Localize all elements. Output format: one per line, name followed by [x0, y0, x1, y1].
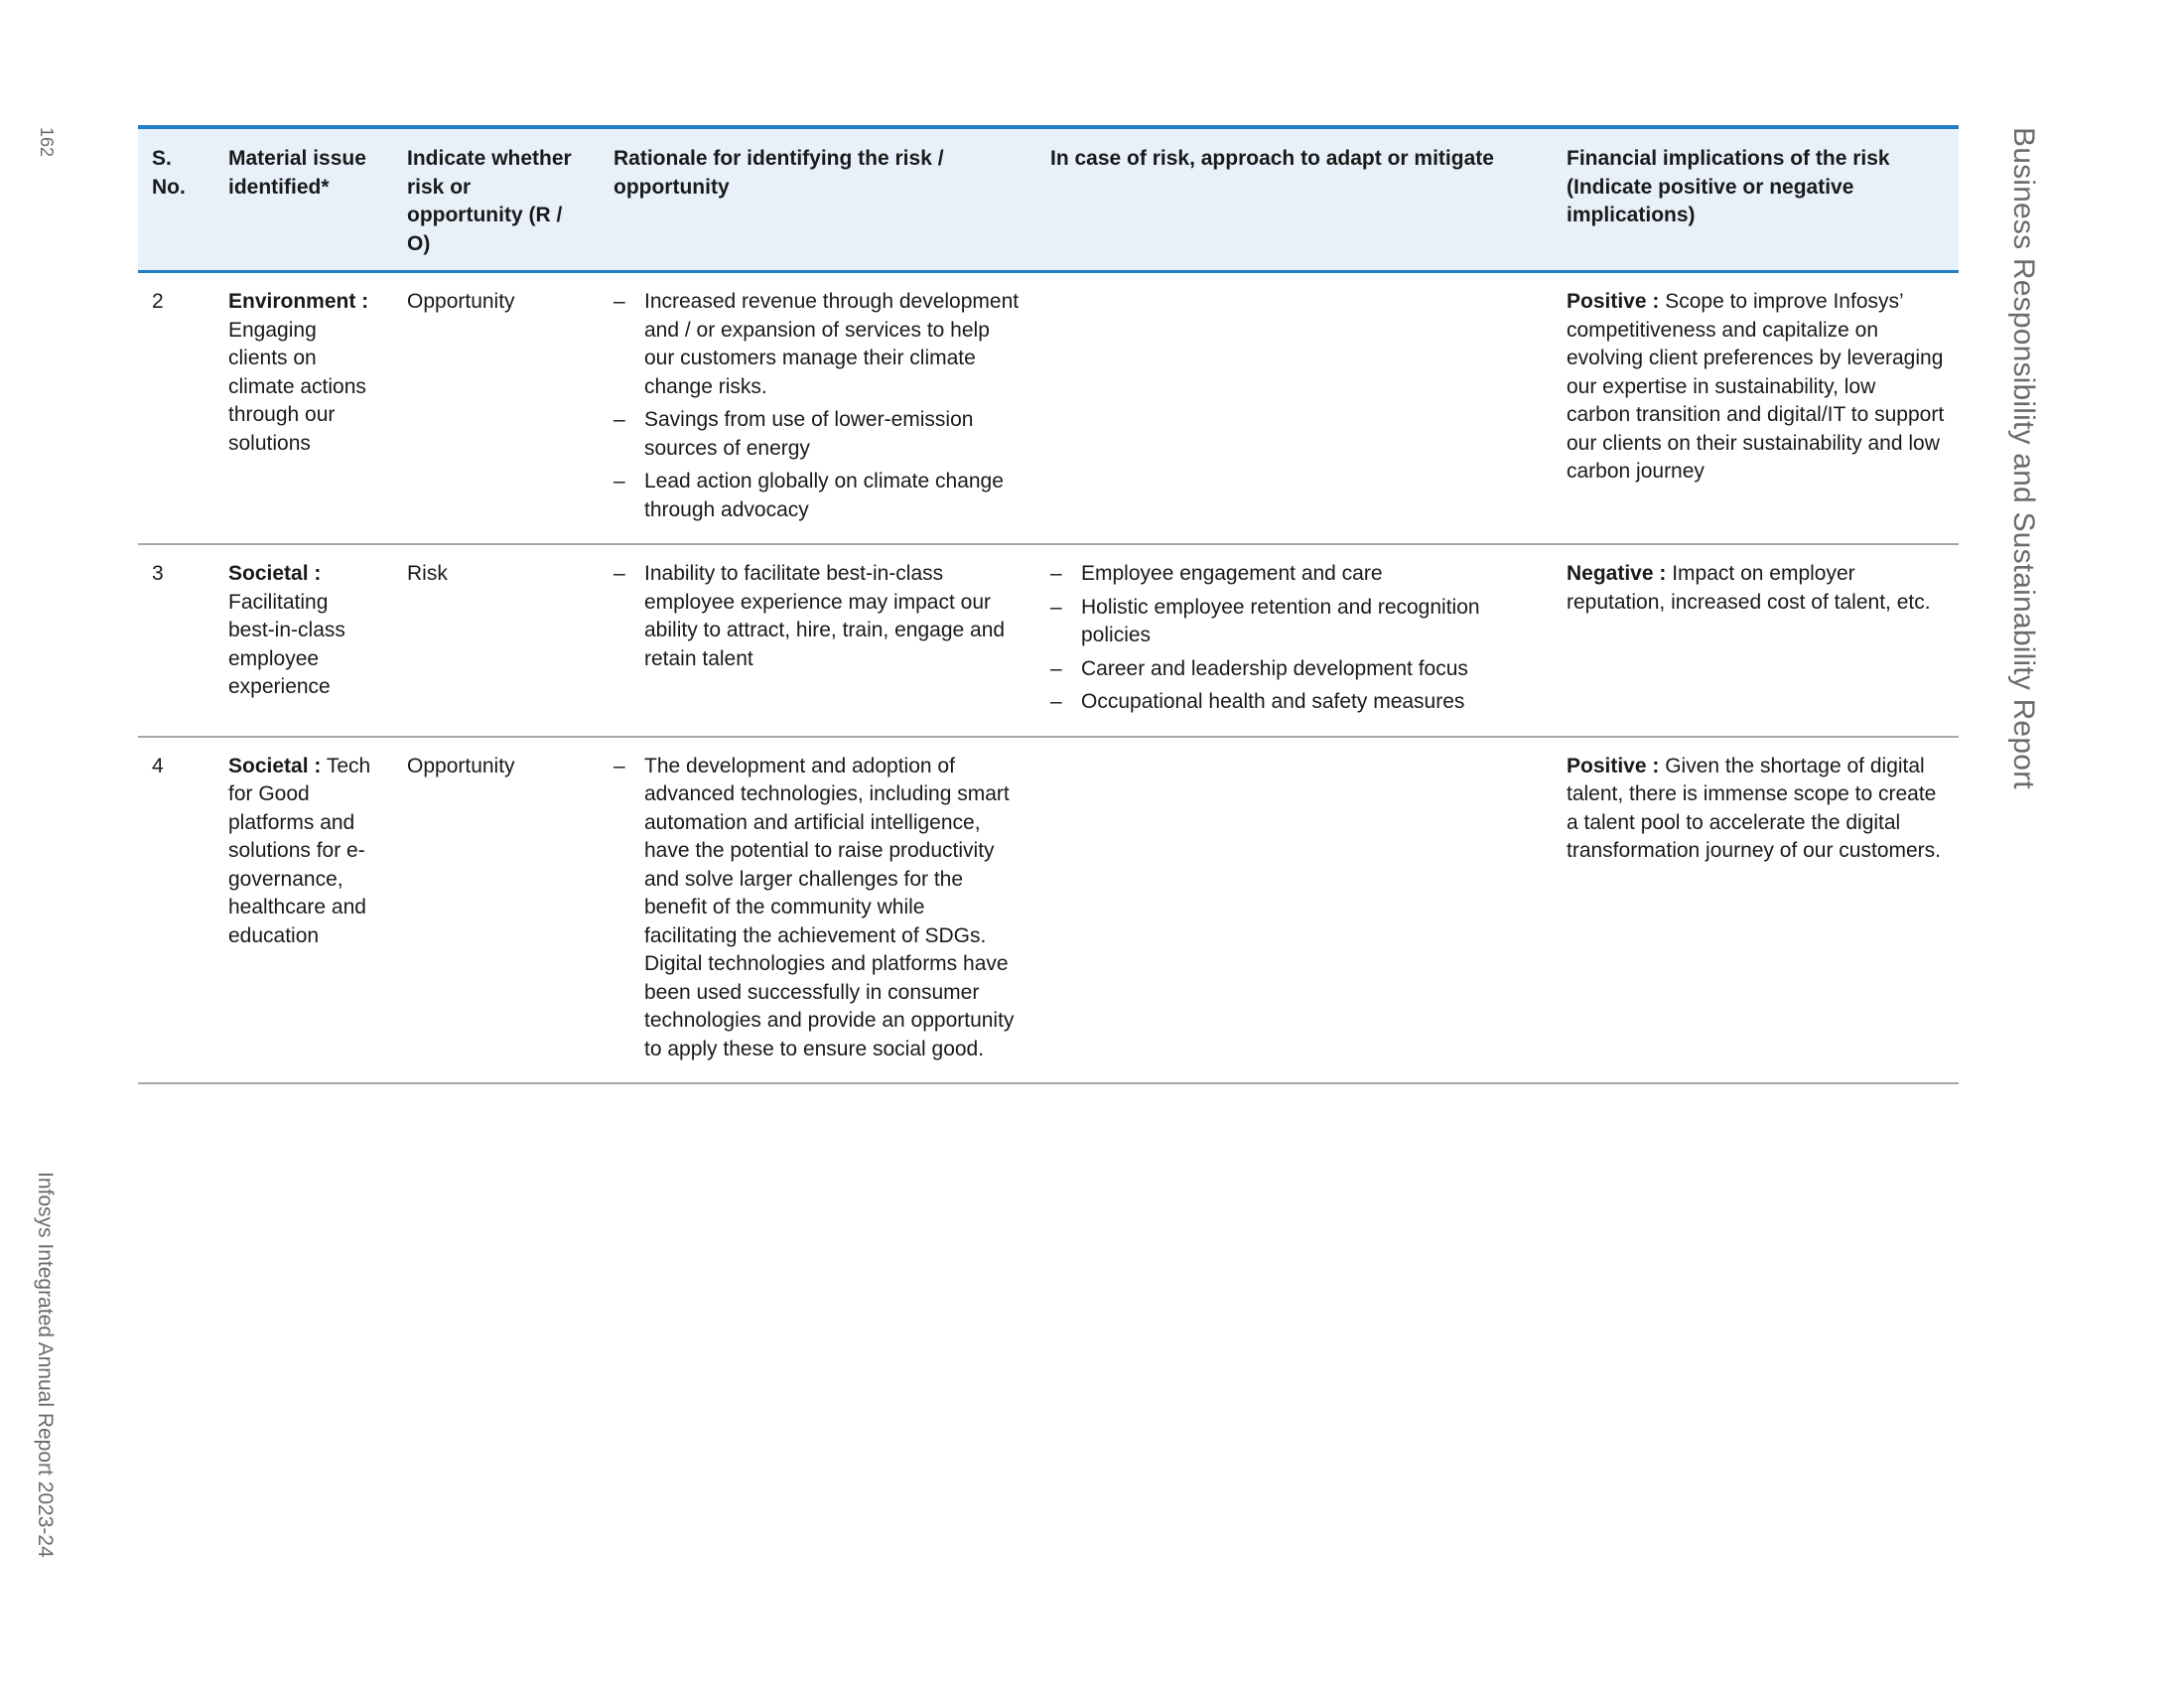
- header-risk-or-opportunity: Indicate whether risk or opportunity (R / O): [393, 127, 600, 272]
- issue-text: Engaging clients on climate actions through our solutions: [228, 318, 366, 455]
- financial-text: Scope to improve Infosys’ competitiveness and capitalize on evolving client preferences by leveraging our expertise in sustainability, low carbon transition and digital/IT to support our clients on their sustainability and low carbon journey: [1567, 290, 1945, 483]
- rationale-list: [614, 560, 1023, 673]
- rationale-list: [614, 288, 1023, 524]
- list-item: – Holistic employee retention and recognition policies: [1050, 594, 1539, 650]
- rationale-list: [614, 753, 1023, 1064]
- report-footer-title: Infosys Integrated Annual Report 2023-24: [34, 1172, 57, 1558]
- table-row: [138, 737, 1959, 1084]
- list-item: – Career and leadership development focus: [1050, 655, 1539, 684]
- cell-material-issue: [214, 737, 393, 1084]
- issue-category: Societal :: [228, 562, 322, 585]
- cell-approach: [1036, 544, 1553, 737]
- table-row: [138, 544, 1959, 737]
- cell-financial: [1553, 272, 1959, 545]
- header-approach: In case of risk, approach to adapt or mitigate: [1036, 127, 1553, 272]
- cell-rationale: [600, 544, 1036, 737]
- cell-approach: [1036, 737, 1553, 1084]
- cell-material-issue: [214, 544, 393, 737]
- list-item: – Employee engagement and care: [1050, 560, 1539, 589]
- issue-category: Societal :: [228, 754, 322, 777]
- cell-financial: [1553, 544, 1959, 737]
- list-item: – Increased revenue through development and / or expansion of services to help our customers manage their climate change risks.: [614, 288, 1023, 401]
- financial-text: Impact on employer reputation, increased cost of talent, etc.: [1567, 562, 1931, 614]
- material-issues-table: [138, 125, 1959, 1084]
- cell-rationale: [600, 272, 1036, 545]
- table-row: [138, 272, 1959, 545]
- list-item: – The development and adoption of advanced technologies, including smart automation and artificial intelligence, have the potential to raise productivity and solve larger challenges for the benefit of the community while facilitating the achievement of SDGs. Digital technologies and platforms have been used successfully in consumer technologies and provide an opportunity to apply these to ensure social good.: [614, 753, 1023, 1064]
- issue-text: Tech for Good platforms and solutions for e-governance, healthcare and education: [228, 754, 371, 947]
- list-item: – Savings from use of lower-emission sources of energy: [614, 406, 1023, 463]
- cell-type: Opportunity: [393, 737, 600, 1084]
- page-number: 162: [37, 127, 57, 158]
- cell-financial: [1553, 737, 1959, 1084]
- list-item: – Occupational health and safety measures: [1050, 688, 1539, 717]
- cell-rationale: [600, 737, 1036, 1084]
- header-rationale: Rationale for identifying the risk / opportunity: [600, 127, 1036, 272]
- approach-list: [1050, 560, 1539, 717]
- financial-label: Positive :: [1567, 754, 1660, 777]
- cell-type: Risk: [393, 544, 600, 737]
- cell-material-issue: [214, 272, 393, 545]
- section-title: Business Responsibility and Sustainability Report: [2007, 127, 2040, 789]
- header-material-issue: Material issue identified*: [214, 127, 393, 272]
- header-financial-implications: Financial implications of the risk (Indicate positive or negative implications): [1553, 127, 1959, 272]
- header-s-no: S. No.: [138, 127, 214, 272]
- cell-s-no: 4: [138, 737, 214, 1084]
- cell-approach: [1036, 272, 1553, 545]
- cell-s-no: 3: [138, 544, 214, 737]
- issue-category: Environment :: [228, 290, 369, 313]
- issue-text: Facilitating best-in-class employee experience: [228, 590, 345, 698]
- list-item: – Inability to facilitate best-in-class employee experience may impact our ability to attract, hire, train, engage and retain talent: [614, 560, 1023, 673]
- cell-type: Opportunity: [393, 272, 600, 545]
- cell-s-no: 2: [138, 272, 214, 545]
- financial-text: Given the shortage of digital talent, there is immense scope to create a talent pool to accelerate the digital transformation journey of our customers.: [1567, 754, 1941, 862]
- list-item: – Lead action globally on climate change through advocacy: [614, 468, 1023, 524]
- financial-label: Negative :: [1567, 562, 1667, 585]
- table-header-row: [138, 127, 1959, 272]
- financial-label: Positive :: [1567, 290, 1660, 313]
